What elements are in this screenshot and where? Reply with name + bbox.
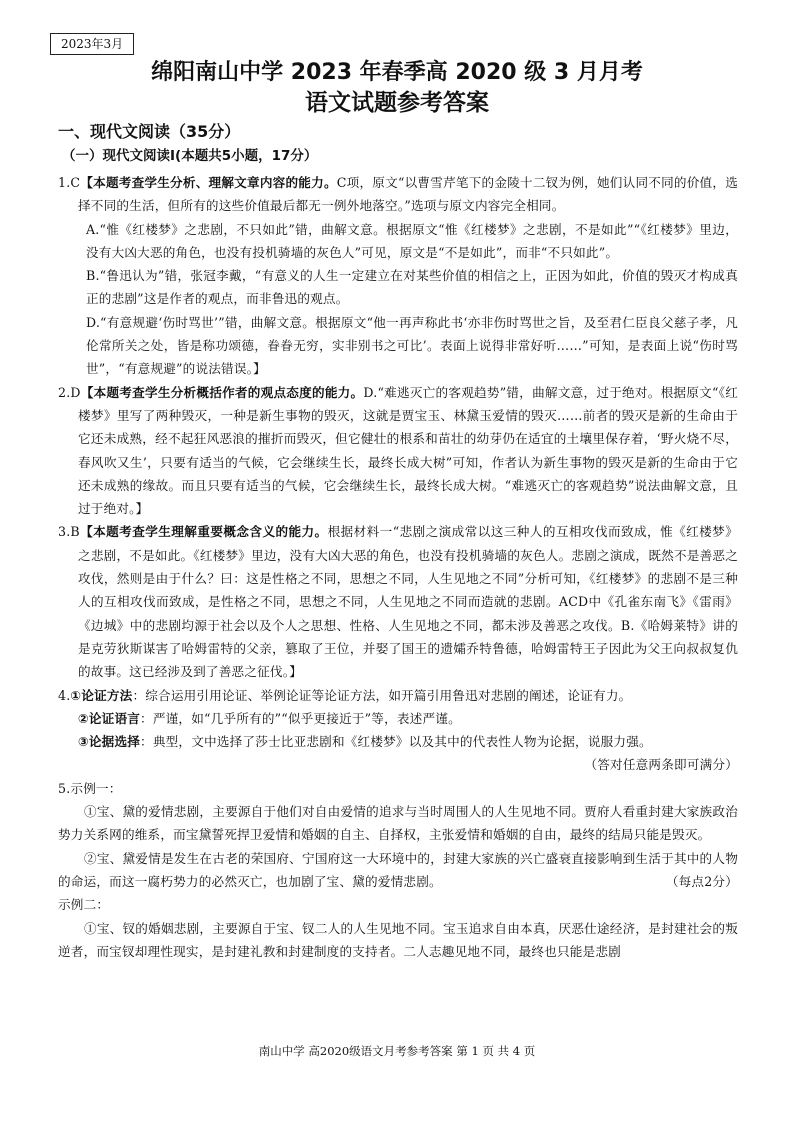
q5-example1-point1: ①宝、黛的爱情悲剧，主要源自于他们对自由爱情的追求与当时周围人的人生见地不同。贾府人看重封建大家族政治势力关系网的维系，而宝黛誓死捍卫爱情和婚姻的自主、自择权，主张爱情和婚姻的自由，最终的结局只能是毁灭。 [58, 804, 738, 843]
q4-item2-label: ②论证语言 [78, 710, 141, 726]
q5-number: 5. [58, 780, 71, 796]
document-title: 绵阳南山中学 2023 年春季高 2020 级 3 月月考 [151, 60, 643, 85]
q5-example1-score: （每点2分） [665, 873, 738, 889]
q1-option-b: B.“鲁迅认为”错，张冠李戴，“有意义的人生一定建立在对某些价值的相信之上，正因为如此，价值的毁灭才构成真正的悲剧”这是作者的观点，而非鲁迅的观点。 [86, 268, 738, 307]
q2-text: D.“难逃灭亡的客观趋势”错，曲解文意，过于绝对。根据原文“《红楼梦》里写了两种毁灭，一种是新生事物的毁灭，这就是贾宝玉、林黛玉爱情的毁灭……前者的毁灭是新的生命由于它还未成熟，经不起狂风恶浪的摧折而毁灭，但它健壮的根系和苗壮的幼芽仍在适宜的土壤里保存着，‘野火烧不尽，春风吹又生’，只要有适当的气候，它会继续生长，最终长成大树”可知，作者认为新生事物的毁灭是新的生命由于它还未成熟的缘故。而且只要有适当的气候，它会继续生长，最终长成大树。“难逃灭亡的客观趋势”说法曲解文意，且过于绝对。】 [78, 384, 738, 517]
q1-focus: 【本题考查学生分析、理解文章内容的能力。 [80, 175, 337, 190]
q1-number: 1.C [58, 175, 81, 190]
answer-q5-label [58, 777, 738, 800]
q4-item3-label: ③论据选择 [78, 734, 141, 750]
q4-number: 4. [58, 687, 71, 703]
q4-item1-text: ：综合运用引用论证、举例论证等论证方法，如开篇引用鲁迅对悲剧的阐述，论证有力。 [132, 687, 632, 703]
q1-text: C项，原文“以曹雪芹笔下的金陵十二钗为例，她们认同不同的价值，选择不同的生活，但所有的这些价值最后都无一例外地落空。”选项与原文内容完全相同。 [78, 175, 738, 214]
q2-number: 2.D [58, 384, 81, 400]
page-footer: 南山中学 高2020级语文月考参考答案 第 1 页 共 4 页 [258, 1044, 536, 1058]
section-heading: 一、现代文阅读（35分） [58, 122, 241, 141]
q4-item3-text: ：典型，文中选择了莎士比亚悲剧和《红楼梦》以及其中的代表性人物为论据，说服力强。 [140, 734, 652, 750]
subsection-heading: （一）现代文阅读Ⅰ(本题共5小题，17分） [62, 148, 318, 164]
exam-date-box: 2023年3月 [50, 33, 134, 55]
q1-option-d: D.“有意规避‘伤时骂世’”错，曲解文意。根据原文“他一再声称此书‘亦非伤时骂世之旨，及至君仁臣良父慈子孝，凡伦常所关之处，皆是称功颂德，眷眷无穷，实非别书之可比’。表面上说得非常好听……”可知，是表面上说“伤时骂世”，“有意规避”的说法错误。】 [86, 314, 738, 377]
document-subtitle: 语文试题参考答案 [305, 90, 489, 116]
q5-example1-point2-text: ②宝、黛爱情是发生在古老的荣国府、宁国府这一大环境中的，封建大家族的兴亡盛衰直接影响到生活于其中的人物的命运，而这一腐朽势力的必然灭亡，也加剧了宝、黛的爱情悲剧。 [58, 850, 738, 889]
q4-scoring-note: （答对任意两条即可满分） [584, 757, 738, 773]
answer-q4-item3 [58, 730, 738, 753]
q5-example1-label: 示例一： [70, 780, 122, 796]
q1-option-a: A.“惟《红楼梦》之悲剧，不只如此”错，曲解文意。根据原文“惟《红楼梦》之悲剧，不是如此”“《红楼梦》里边，没有大凶大恶的角色，也没有投机骑墙的灰色人”可见，原文是“不是如此”，而非“不只如此”。 [86, 221, 738, 260]
q3-focus: 【本题考查学生理解重要概念含义的能力。 [79, 524, 328, 540]
q4-item1-label: ①论证方法 [70, 687, 133, 703]
answer-q4-item1 [58, 684, 738, 707]
answer-q1 [58, 171, 738, 218]
q5-example2-label: 示例二： [58, 897, 110, 913]
answer-q3 [58, 520, 738, 683]
q2-focus: 【本题考查学生分析概括作者的观点态度的能力。 [80, 384, 364, 400]
q3-number: 3.B [58, 524, 80, 540]
q3-text: 根据材料一“悲剧之演成常以这三种人的互相攻伐而致成，惟《红楼梦》之悲剧，不是如此。《红楼梦》里边，没有大凶大恶的角色，也没有投机骑墙的灰色人。悲剧之演成，既然不是善恶之攻伐，然则是由于什么？曰：这是性格之不同，思想之不同，人生见地之不同”分析可知，《红楼梦》的悲剧不是三种人的互相攻伐而致成，是性格之不同，思想之不同，人生见地之不同而造就的悲剧。ACD中《孔雀东南飞》《雷雨》《边城》中的悲剧均源于社会以及个人之思想、性格、人生见地之不同，都未涉及善恶之攻伐。B.《哈姆莱特》讲的是克劳狄斯谋害了哈姆雷特的父亲，篡取了王位，并娶了国王的遗孀乔特鲁德，哈姆雷特王子因此为父王向叔叔复仇的故事。这已经涉及到了善恶之征伐。】 [78, 524, 738, 680]
q5-example1-point2 [58, 847, 738, 894]
answer-body [58, 171, 738, 963]
q4-item2-text: ：严谨，如“几乎所有的”“似乎更接近于”等，表述严谨。 [140, 710, 461, 726]
answer-q2 [58, 381, 738, 521]
answer-q4-item2 [58, 707, 738, 730]
q5-example2-point1: ①宝、钗的婚姻悲剧，主要源自于宝、钗二人的人生见地不同。宝玉追求自由本真，厌恶仕途经济，是封建社会的叛逆者，而宝钗却理性现实，是封建礼教和封建制度的支持者。二人志趣见地不同，最终也只能是悲剧 [58, 920, 738, 959]
